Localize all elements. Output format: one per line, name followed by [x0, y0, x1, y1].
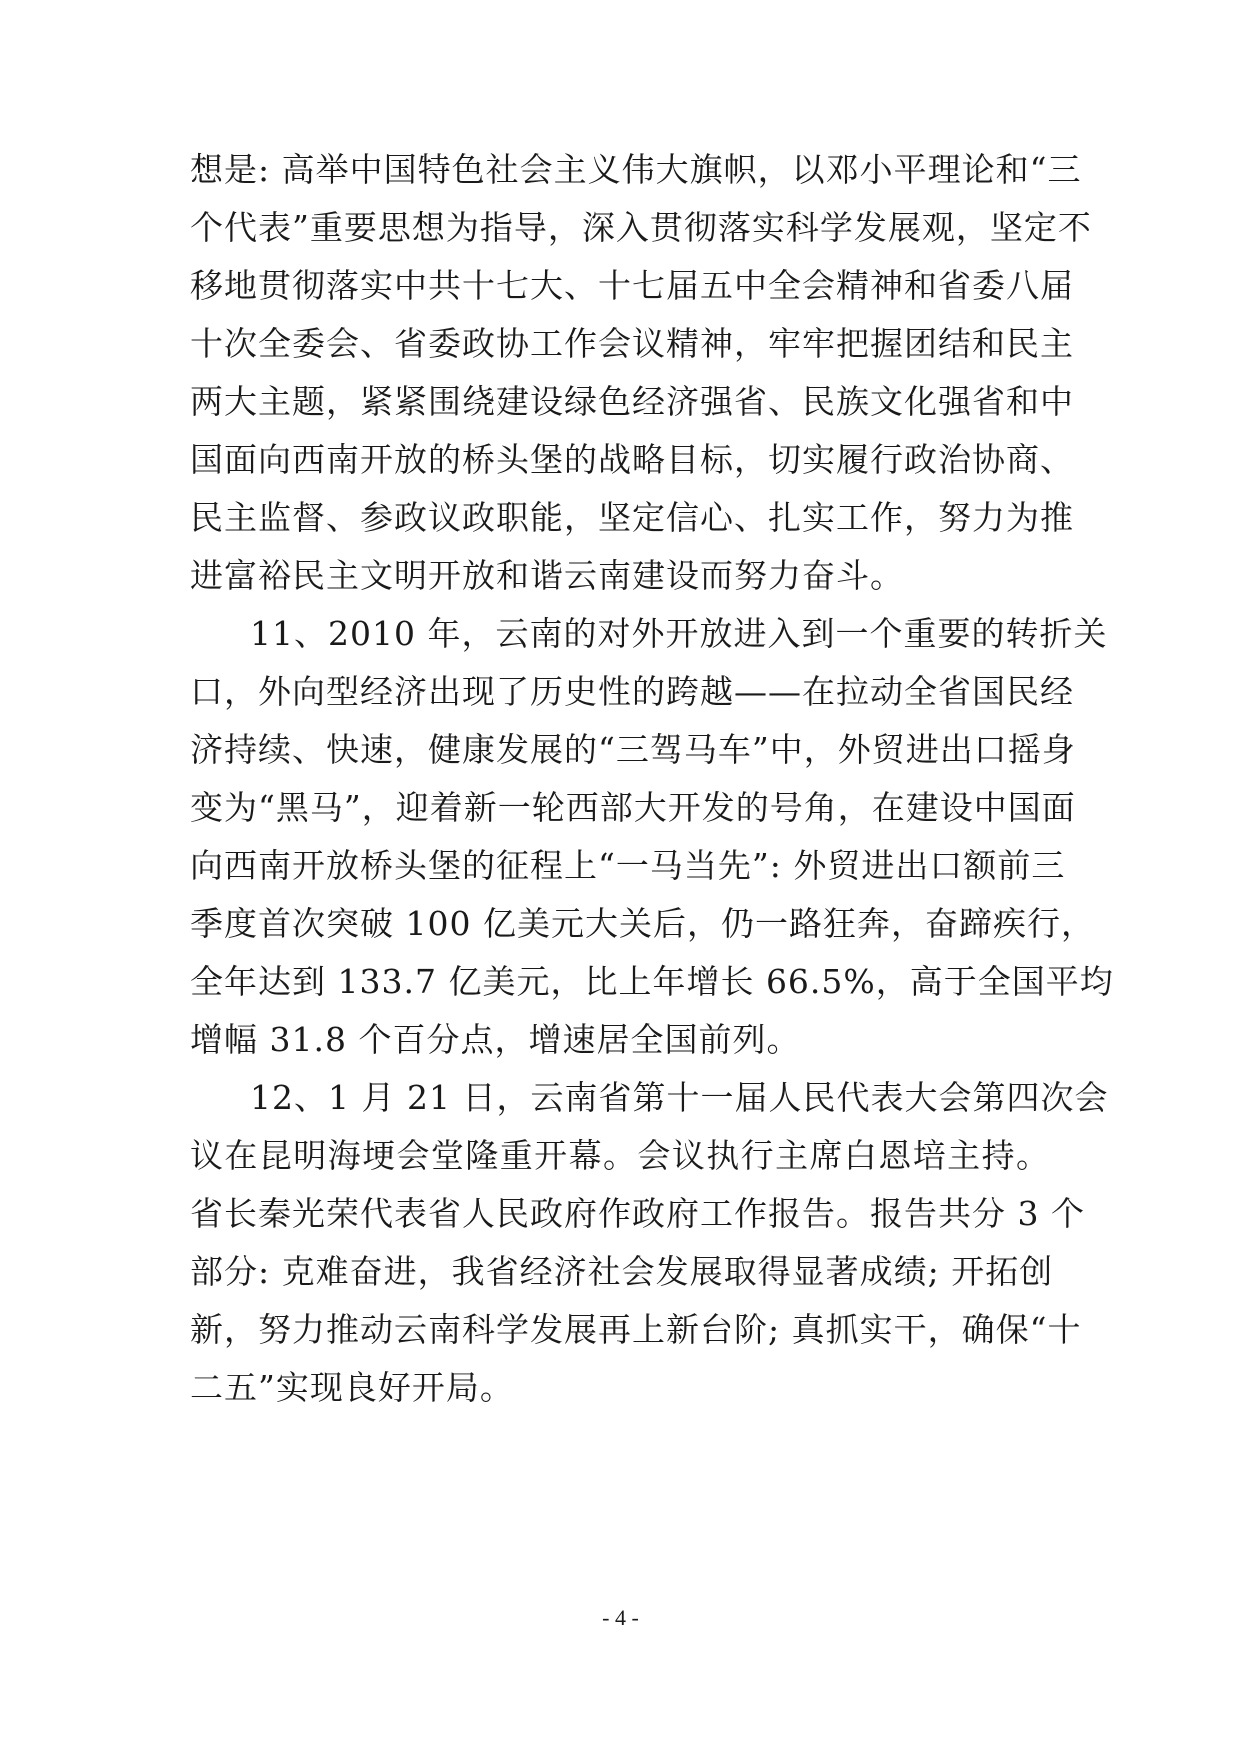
text-line: 11、2010 年，云南的对外开放进入到一个重要的转折关 [250, 614, 1108, 653]
text-line: 移地贯彻落实中共十七大、十七届五中全会精神和省委八届 [190, 266, 1074, 305]
text-line: 全年达到 133.7 亿美元，比上年增长 66.5%，高于全国平均 [190, 962, 1114, 1001]
text-line: 季度首次突破 100 亿美元大关后，仍一路狂奔，奋蹄疾行， [190, 904, 1095, 943]
text-line: 新，努力推动云南科学发展再上新台阶; 真抓实干，确保“十 [190, 1310, 1082, 1349]
text-line: 增幅 31.8 个百分点，增速居全国前列。 [190, 1020, 801, 1059]
text-line: 省长秦光荣代表省人民政府作政府工作报告。报告共分 3 个 [190, 1194, 1085, 1233]
text-line: 变为“黑马”，迎着新一轮西部大开发的号角，在建设中国面 [190, 788, 1076, 827]
text-line: 二五”实现良好开局。 [190, 1368, 514, 1407]
text-line: 向西南开放桥头堡的征程上“一马当先”: 外贸进出口额前三 [190, 846, 1066, 885]
text-line: 民主监督、参政议政职能，坚定信心、扎实工作，努力为推 [190, 498, 1074, 537]
text-line: 部分: 克难奋进，我省经济社会发展取得显著成绩; 开拓创 [190, 1252, 1054, 1291]
text-line: 济持续、快速，健康发展的“三驾马车”中，外贸进出口摇身 [190, 730, 1076, 769]
text-line: 想是: 高举中国特色社会主义伟大旗帜，以邓小平理论和“三 [190, 150, 1082, 189]
page-number: - 4 - [602, 1605, 639, 1630]
text-line: 国面向西南开放的桥头堡的战略目标，切实履行政治协商、 [190, 440, 1074, 479]
text-line: 十次全委会、省委政协工作会议精神，牢牢把握团结和民主 [190, 324, 1074, 363]
text-line: 个代表”重要思想为指导，深入贯彻落实科学发展观，坚定不 [190, 208, 1092, 247]
text-line: 12、1 月 21 日，云南省第十一届人民代表大会第四次会 [250, 1078, 1109, 1117]
text-line: 议在昆明海埂会堂隆重开幕。会议执行主席白恩培主持。 [190, 1136, 1050, 1175]
text-line: 两大主题，紧紧围绕建设绿色经济强省、民族文化强省和中 [190, 382, 1074, 421]
text-line: 口，外向型经济出现了历史性的跨越——在拉动全省国民经 [190, 672, 1074, 711]
text-line: 进富裕民主文明开放和谐云南建设而努力奋斗。 [190, 556, 904, 595]
